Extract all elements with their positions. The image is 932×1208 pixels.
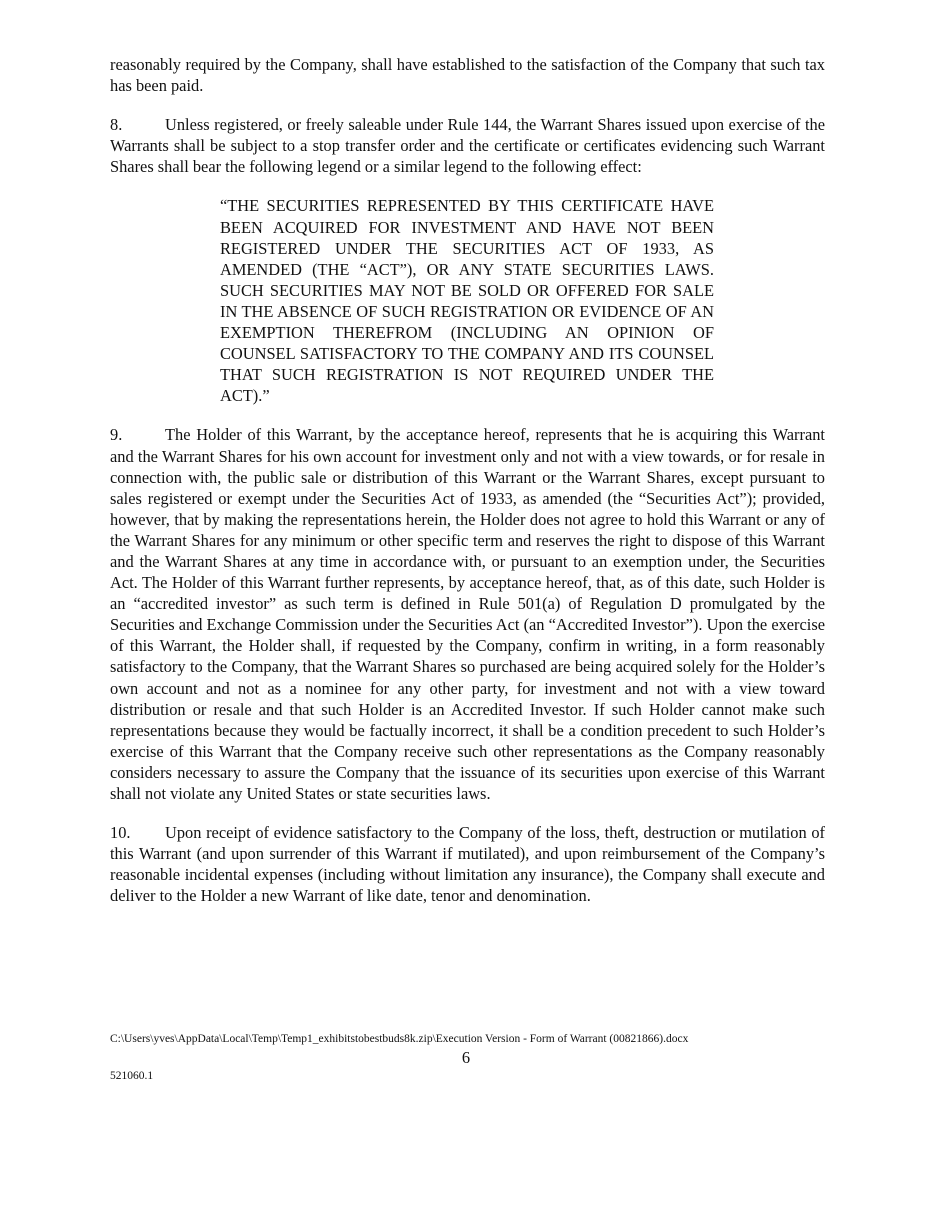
section-10-paragraph bbox=[110, 822, 825, 906]
document-body bbox=[110, 54, 825, 906]
section-text: The Holder of this Warrant, by the acceptance hereof, represents that he is acquiring this Warrant and the Warrant Shares for his own account for investment only and not with a view towards, or for resale in connection with, the public sale or distribution of this Warrant or the Warrant Shares, except pursuant to sales registered or exempt under the Securities Act of 1933, as amended (the “Securities Act”); provided, however, that by making the representations herein, the Holder does not agree to hold this Warrant or any of the Warrant Shares for any minimum or other specific term and reserves the right to dispose of this Warrant and the Warrant Shares at any time in accordance with, or pursuant to an exemption under, the Securities Act. The Holder of this Warrant further represents, by acceptance hereof, that, as of this date, such Holder is an “accredited investor” as such term is defined in Rule 501(a) of Regulation D promulgated by the Securities and Exchange Commission under the Securities Act (an “Accredited Investor”). Upon the exercise of this Warrant, the Holder shall, if requested by the Company, confirm in writing, in a form reasonably satisfactory to the Company, that the Warrant Shares so purchased are being acquired solely for the Holder’s own account and not as a nominee for any other party, for investment and not with a view toward distribution or resale and that such Holder is an Accredited Investor. If such Holder cannot make such representations because they would be factually incorrect, it shall be a condition precedent to such Holder’s exercise of this Warrant that the Company receive such other representations as the Company reasonably considers necessary to assure the Company that the issuance of its securities upon exercise of this Warrant shall not violate any United States or state securities laws. bbox=[110, 425, 825, 803]
restrictive-legend: “THE SECURITIES REPRESENTED BY THIS CERTIFICATE HAVE BEEN ACQUIRED FOR INVESTMENT AND HAVE NOT BEEN REGISTERED UNDER THE SECURITIES ACT OF 1933, AS AMENDED (THE “ACT”), OR ANY STATE SECURITIES LAWS. SUCH SECURITIES MAY NOT BE SOLD OR OFFERED FOR SALE IN THE ABSENCE OF SUCH REGISTRATION OR EVIDENCE OF AN EXEMPTION THEREFROM (INCLUDING AN OPINION OF COUNSEL SATISFACTORY TO THE COMPANY AND ITS COUNSEL THAT SUCH REGISTRATION IS NOT REQUIRED UNDER THE ACT).” bbox=[220, 196, 714, 406]
page-number: 6 bbox=[461, 1048, 471, 1067]
section-number: 8. bbox=[110, 115, 123, 135]
section-number: 10. bbox=[110, 823, 131, 843]
section-text: Unless registered, or freely saleable under Rule 144, the Warrant Shares issued upon exercise of the Warrants shall be subject to a stop transfer order and the certificate or certificates evidencing such Warrant Shares shall bear the following legend or a similar legend to the following effect: bbox=[110, 115, 825, 177]
section-number: 9. bbox=[110, 425, 123, 445]
section-8-paragraph bbox=[110, 114, 825, 177]
section-9-paragraph bbox=[110, 424, 825, 804]
footer-file-path: C:\Users\yves\AppData\Local\Temp\Temp1_exhibitstobestbuds8k.zip\Execution Version - Form of Warrant (00821866).docx bbox=[110, 1033, 689, 1045]
section-text: Upon receipt of evidence satisfactory to the Company of the loss, theft, destruction or mutilation of this Warrant (and upon surrender of this Warrant if mutilated), and upon reimbursement of the Company’s reasonable incidental expenses (including without limitation any insurance), the Company shall execute and deliver to the Holder a new Warrant of like date, tenor and denomination. bbox=[110, 823, 825, 906]
document-id: 521060.1 bbox=[110, 1070, 154, 1082]
continuation-paragraph: reasonably required by the Company, shall have established to the satisfaction of the Company that such tax has been paid. bbox=[110, 55, 825, 96]
